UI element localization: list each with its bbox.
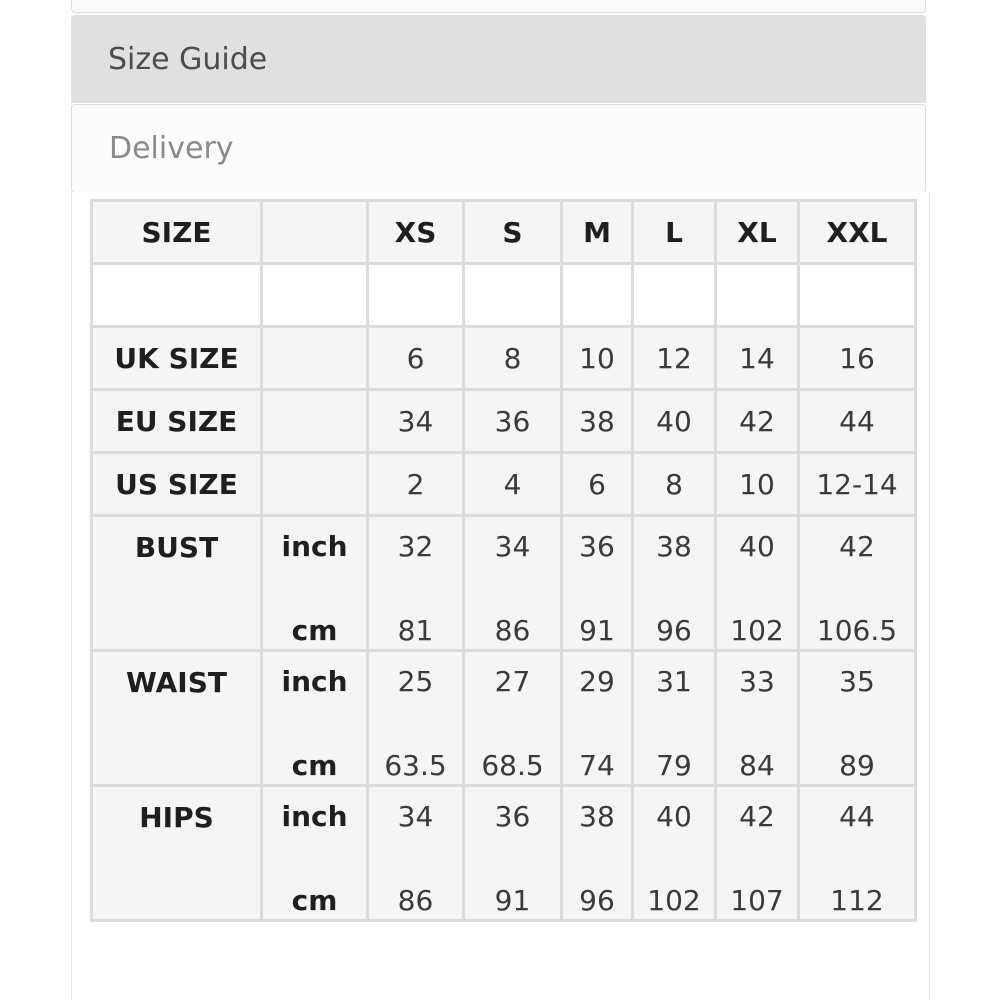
table-cell: 10 bbox=[562, 327, 633, 390]
table-cell bbox=[716, 516, 799, 651]
table-cell bbox=[562, 786, 633, 921]
delivery-accordion-header[interactable] bbox=[71, 104, 926, 193]
value-cm: 106.5 bbox=[816, 614, 898, 647]
empty-cell bbox=[716, 264, 799, 327]
row-label bbox=[92, 786, 262, 921]
value-inch: 25 bbox=[397, 665, 434, 698]
unit-cell bbox=[262, 786, 368, 921]
table-cell: 38 bbox=[562, 390, 633, 453]
table-cell: 6 bbox=[368, 327, 464, 390]
table-cell: 16 bbox=[799, 327, 916, 390]
value-cm: 74 bbox=[579, 749, 615, 782]
value-cm: 63.5 bbox=[384, 749, 447, 782]
header-cell bbox=[262, 201, 368, 264]
value-inch: 27 bbox=[494, 665, 531, 698]
header-cell: L bbox=[633, 201, 716, 264]
table-cell: 2 bbox=[368, 453, 464, 516]
table-cell: 8 bbox=[464, 327, 562, 390]
empty-cell bbox=[464, 264, 562, 327]
unit-cell bbox=[262, 516, 368, 651]
value-cm: 79 bbox=[656, 749, 692, 782]
table-row-uk-size bbox=[92, 327, 916, 390]
header-cell: XL bbox=[716, 201, 799, 264]
table-cell: 4 bbox=[464, 453, 562, 516]
header-cell: S bbox=[464, 201, 562, 264]
table-cell: 12 bbox=[633, 327, 716, 390]
value-cm: 102 bbox=[647, 884, 701, 917]
value-cm: 112 bbox=[830, 884, 884, 917]
value-cm: 86 bbox=[397, 884, 434, 917]
table-cell bbox=[716, 786, 799, 921]
table-cell bbox=[633, 786, 716, 921]
value-cm: 96 bbox=[579, 884, 615, 917]
table-cell bbox=[368, 786, 464, 921]
table-cell bbox=[799, 786, 916, 921]
value-inch: 34 bbox=[397, 800, 434, 833]
row-label bbox=[92, 516, 262, 651]
table-cell: 36 bbox=[464, 390, 562, 453]
table-cell: 6 bbox=[562, 453, 633, 516]
header-cell: XXL bbox=[799, 201, 916, 264]
value-inch: 35 bbox=[839, 665, 875, 698]
table-cell bbox=[562, 516, 633, 651]
value-inch: 33 bbox=[739, 665, 775, 698]
value-cm: 68.5 bbox=[481, 749, 544, 782]
empty-cell bbox=[92, 264, 262, 327]
row-label: US SIZE bbox=[92, 453, 262, 516]
size-guide-accordion-header[interactable] bbox=[71, 15, 926, 103]
table-cell: 8 bbox=[633, 453, 716, 516]
empty-cell bbox=[262, 264, 368, 327]
table-cell bbox=[633, 651, 716, 786]
header-cell: XS bbox=[368, 201, 464, 264]
size-chart-table bbox=[90, 199, 917, 922]
table-row-bust bbox=[92, 516, 916, 651]
value-inch: 40 bbox=[656, 800, 692, 833]
value-cm: 102 bbox=[730, 614, 784, 647]
table-cell bbox=[799, 651, 916, 786]
table-cell bbox=[368, 651, 464, 786]
value-cm: 89 bbox=[839, 749, 875, 782]
value-inch: 34 bbox=[494, 530, 531, 563]
table-cell bbox=[368, 516, 464, 651]
value-inch: 36 bbox=[579, 530, 615, 563]
table-cell: 44 bbox=[799, 390, 916, 453]
table-cell: 10 bbox=[716, 453, 799, 516]
value-cm: 91 bbox=[494, 884, 531, 917]
unit-inch: inch bbox=[281, 665, 348, 698]
table-cell: 14 bbox=[716, 327, 799, 390]
table-row-hips bbox=[92, 786, 916, 921]
empty-cell bbox=[799, 264, 916, 327]
value-cm: 81 bbox=[397, 614, 434, 647]
table-header-row bbox=[92, 201, 916, 264]
value-inch: 38 bbox=[579, 800, 615, 833]
empty-cell bbox=[562, 264, 633, 327]
table-cell bbox=[464, 786, 562, 921]
value-inch: 42 bbox=[839, 530, 875, 563]
row-label bbox=[92, 651, 262, 786]
value-inch: 31 bbox=[656, 665, 692, 698]
table-cell bbox=[716, 651, 799, 786]
empty-cell bbox=[262, 390, 368, 453]
table-row-waist bbox=[92, 651, 916, 786]
unit-cm: cm bbox=[291, 884, 338, 917]
row-label: UK SIZE bbox=[92, 327, 262, 390]
table-cell: 12-14 bbox=[799, 453, 916, 516]
value-cm: 96 bbox=[656, 614, 692, 647]
table-cell: 42 bbox=[716, 390, 799, 453]
value-inch: 32 bbox=[397, 530, 434, 563]
table-cell: 40 bbox=[633, 390, 716, 453]
value-inch: 42 bbox=[739, 800, 775, 833]
table-cell bbox=[562, 651, 633, 786]
row-label-text: WAIST bbox=[126, 666, 227, 699]
size-guide-panel bbox=[71, 192, 930, 1000]
table-row-us-size bbox=[92, 453, 916, 516]
table-cell bbox=[633, 516, 716, 651]
header-cell: M bbox=[562, 201, 633, 264]
unit-cm: cm bbox=[291, 614, 338, 647]
unit-cm: cm bbox=[291, 749, 338, 782]
row-label-text: HIPS bbox=[139, 801, 214, 834]
row-label-text: BUST bbox=[134, 531, 219, 564]
unit-inch: inch bbox=[281, 800, 348, 833]
table-row-empty bbox=[92, 264, 916, 327]
value-cm: 107 bbox=[730, 884, 784, 917]
value-inch: 40 bbox=[739, 530, 775, 563]
empty-cell bbox=[262, 327, 368, 390]
value-cm: 86 bbox=[494, 614, 531, 647]
value-inch: 38 bbox=[656, 530, 692, 563]
size-guide-label: Size Guide bbox=[108, 41, 268, 77]
value-inch: 36 bbox=[494, 800, 531, 833]
empty-cell bbox=[633, 264, 716, 327]
delivery-label: Delivery bbox=[109, 131, 234, 166]
table-cell bbox=[464, 651, 562, 786]
table-cell: 34 bbox=[368, 390, 464, 453]
unit-inch: inch bbox=[281, 530, 348, 563]
empty-cell bbox=[368, 264, 464, 327]
previous-accordion-section bbox=[71, 0, 926, 13]
unit-cell bbox=[262, 651, 368, 786]
header-cell: SIZE bbox=[92, 201, 262, 264]
value-cm: 91 bbox=[579, 614, 615, 647]
value-inch: 44 bbox=[839, 800, 875, 833]
value-cm: 84 bbox=[739, 749, 775, 782]
table-cell bbox=[799, 516, 916, 651]
value-inch: 29 bbox=[579, 665, 615, 698]
row-label: EU SIZE bbox=[92, 390, 262, 453]
empty-cell bbox=[262, 453, 368, 516]
table-cell bbox=[464, 516, 562, 651]
table-row-eu-size bbox=[92, 390, 916, 453]
